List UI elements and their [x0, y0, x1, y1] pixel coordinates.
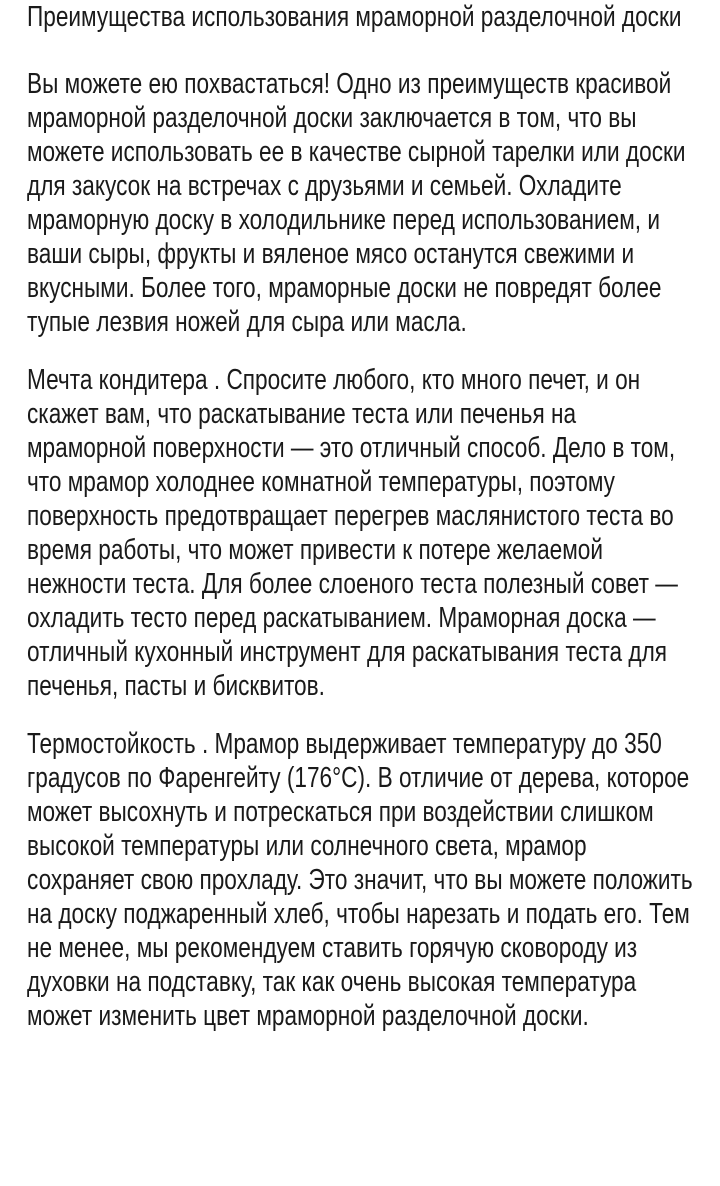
article-title: Преимущества использования мраморной разделочной доски [27, 1, 682, 33]
article-paragraph-bakers-dream: Мечта кондитера . Спросите любого, кто много печет, и он скажет вам, что раскатывание теста или печенья на мраморной поверхности — это отличный способ. Дело в том, что мрамор холоднее комнатной температуры, поэтому поверхность предотвращает перегрев маслянистого теста во время работы, что может привести к потере желаемой нежности теста. Для более слоеного теста полезный совет — охладить тесто перед раскатыванием. Мраморная доска — отличный кухонный инструмент для раскатывания теста для печенья, пасты и бисквитов. [27, 364, 678, 702]
article-paragraph-showing-off: Вы можете ею похвастаться! Одно из преимуществ красивой мраморной разделочной доски заключается в том, что вы можете использовать ее в качестве сырной тарелки или доски для закусок на встречах с друзьями и семьей. Охладите мраморную доску в холодильнике перед использованием, и ваши сыры, фрукты и вяленое мясо останутся свежими и вкусными. Более того, мраморные доски не повредят более тупые лезвия ножей для сыра или масла. [27, 68, 686, 338]
article-content [27, 0, 693, 1033]
article-paragraph-heat-resistance: Термостойкость . Мрамор выдерживает температуру до 350 градусов по Фаренгейту (176°C). В отличие от дерева, которое может высохнуть и потрескаться при воздействии слишком высокой температуры или солнечного света, мрамор сохраняет свою прохладу. Это значит, что вы можете положить на доску поджаренный хлеб, чтобы нарезать и подать его. Тем не менее, мы рекомендуем ставить горячую сковороду из духовки на подставку, так как очень высокая температура может изменить цвет мраморной разделочной доски. [27, 728, 693, 1032]
